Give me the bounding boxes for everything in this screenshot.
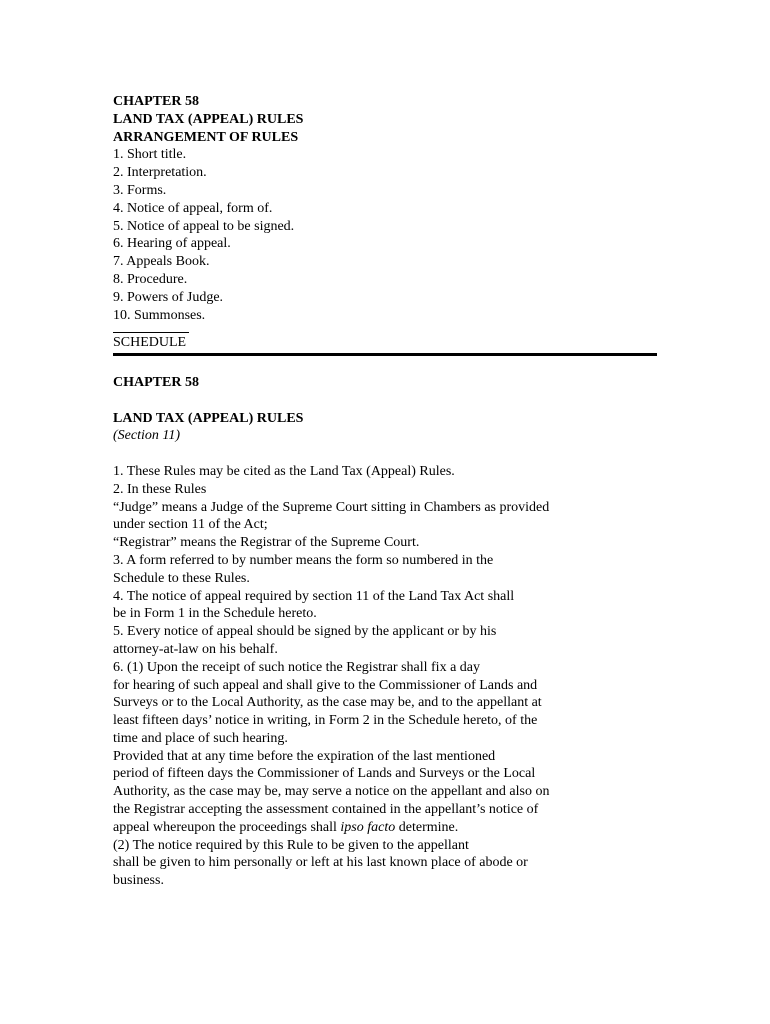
- body-line: Authority, as the case may be, may serve a notice on the appellant and also on: [113, 784, 550, 800]
- body-line-ipso-facto: [113, 819, 658, 837]
- body-text-fragment: determine.: [395, 819, 459, 835]
- rules-body: [113, 374, 658, 890]
- document-page: [113, 93, 658, 890]
- body-line: 4. The notice of appeal required by section 11 of the Land Tax Act shall: [113, 588, 515, 604]
- body-line: “Judge” means a Judge of the Supreme Court sitting in Chambers as provided: [113, 499, 550, 515]
- body-line: “Registrar” means the Registrar of the Supreme Court.: [113, 535, 420, 551]
- toc-item: 1. Short title.: [113, 147, 187, 163]
- body-line: 2. In these Rules: [113, 481, 207, 497]
- spacer: [113, 392, 658, 410]
- body-text-fragment: appeal whereupon the proceedings shall: [113, 819, 341, 835]
- body-line: for hearing of such appeal and shall give to the Commissioner of Lands and: [113, 677, 538, 693]
- body-line: (2) The notice required by this Rule to be given to the appellant: [113, 837, 469, 853]
- body-line: attorney-at-law on his behalf.: [113, 641, 278, 657]
- body-line: 3. A form referred to by number means the form so numbered in the: [113, 552, 494, 568]
- body-line: under section 11 of the Act;: [113, 517, 268, 533]
- body-line: be in Form 1 in the Schedule hereto.: [113, 606, 317, 622]
- body-chapter-heading: CHAPTER 58: [113, 374, 199, 390]
- body-line: 5. Every notice of appeal should be signed by the applicant or by his: [113, 624, 497, 640]
- body-line: 6. (1) Upon the receipt of such notice the Registrar shall fix a day: [113, 659, 480, 675]
- toc-title: LAND TAX (APPEAL) RULES: [113, 111, 304, 127]
- spacer: [113, 445, 658, 463]
- toc-item: 10. Summonses.: [113, 307, 206, 323]
- body-line: Surveys or to the Local Authority, as the case may be, and to the appellant at: [113, 695, 542, 711]
- toc-item: 8. Procedure.: [113, 271, 188, 287]
- toc-chapter-heading: CHAPTER 58: [113, 94, 199, 109]
- toc-arrangement-heading: ARRANGEMENT OF RULES: [113, 129, 299, 145]
- body-line: period of fifteen days the Commissioner of Lands and Surveys or the Local: [113, 766, 536, 782]
- section-reference: (Section 11): [113, 428, 180, 444]
- toc-item: 5. Notice of appeal to be signed.: [113, 218, 295, 234]
- toc-item: 2. Interpretation.: [113, 165, 207, 181]
- toc-schedule: SCHEDULE: [113, 335, 187, 351]
- body-line: shall be given to him personally or left at his last known place of abode or: [113, 855, 528, 871]
- body-line: Provided that at any time before the expiration of the last mentioned: [113, 748, 496, 764]
- toc-item: 3. Forms.: [113, 182, 167, 198]
- short-divider: [113, 332, 189, 333]
- body-line: business.: [113, 873, 164, 889]
- arrangement-section: [113, 93, 658, 356]
- toc-item: 7. Appeals Book.: [113, 254, 210, 270]
- toc-item: 9. Powers of Judge.: [113, 289, 224, 305]
- body-line: time and place of such hearing.: [113, 730, 288, 746]
- toc-item: 6. Hearing of appeal.: [113, 236, 231, 252]
- toc-item: 4. Notice of appeal, form of.: [113, 200, 273, 216]
- ipso-facto-italic: ipso facto: [340, 819, 396, 835]
- body-line: Schedule to these Rules.: [113, 570, 250, 586]
- body-line: least fifteen days’ notice in writing, in Form 2 in the Schedule hereto, of the: [113, 713, 538, 729]
- body-title: LAND TAX (APPEAL) RULES: [113, 410, 304, 426]
- spacer: [113, 356, 658, 374]
- body-line: 1. These Rules may be cited as the Land Tax (Appeal) Rules.: [113, 463, 455, 479]
- body-line: the Registrar accepting the assessment contained in the appellant’s notice of: [113, 802, 539, 818]
